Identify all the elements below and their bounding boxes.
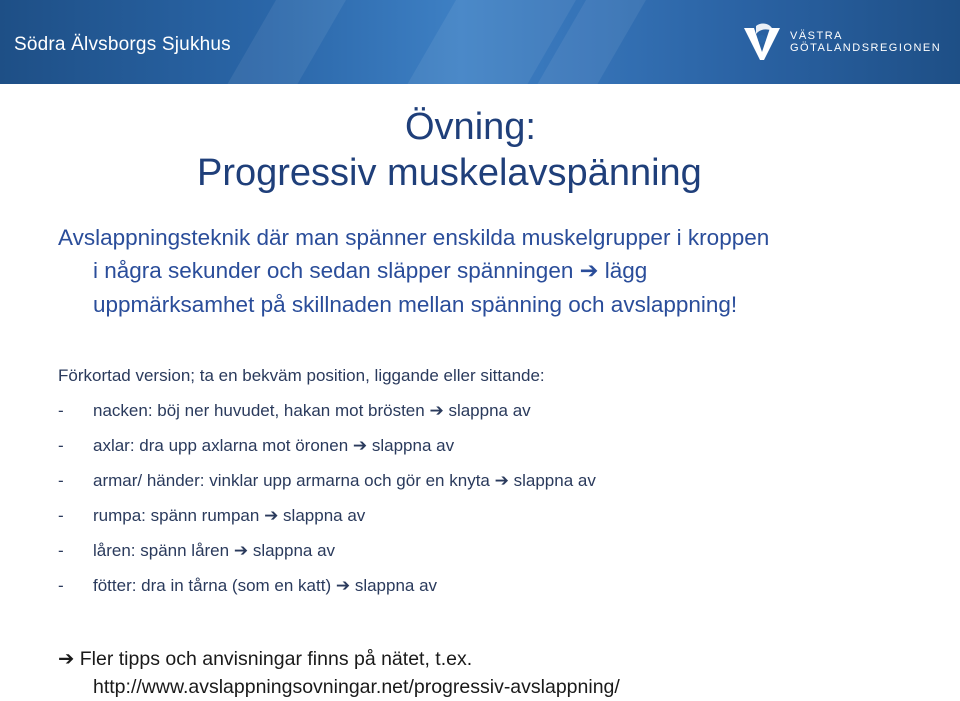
intro-paragraph xyxy=(58,221,938,321)
item-text: armar/ händer: vinklar upp armarna och gör en knyta xyxy=(93,471,490,490)
item-result: slappna av xyxy=(354,576,438,595)
item-text: nacken: böj ner huvudet, hakan mot brösten xyxy=(93,401,425,420)
list-dash: - xyxy=(58,436,64,455)
list-item xyxy=(58,400,596,435)
list-dash: - xyxy=(58,506,64,525)
arrow-right-icon: ➔ xyxy=(579,258,599,284)
item-result: slappna av xyxy=(371,436,455,455)
arrow-right-icon: ➔ xyxy=(429,401,444,421)
item-text: rumpa: spänn rumpan xyxy=(93,506,260,525)
arrow-right-icon: ➔ xyxy=(233,541,249,561)
hospital-name: Södra Älvsborgs Sjukhus xyxy=(14,34,231,55)
item-result: slappna av xyxy=(252,541,336,560)
item-text: axlar: dra upp axlarna mot öronen xyxy=(93,436,349,455)
intro-line2 xyxy=(58,254,938,288)
tip-line xyxy=(58,645,620,673)
exercise-lead: Förkortad version; ta en bekväm position, liggande eller sittande: xyxy=(58,366,545,385)
region-name xyxy=(790,30,941,54)
list-item xyxy=(58,540,596,575)
tip-url-link[interactable]: http://www.avslappningsovningar.net/progressiv-avslappning/ xyxy=(93,676,620,698)
intro-line3: uppmärksamhet på skillnaden mellan spänning och avslappning! xyxy=(93,292,738,317)
list-dash: - xyxy=(58,471,64,490)
list-item xyxy=(58,575,596,610)
intro-line2-end: lägg xyxy=(604,258,648,283)
intro-line1: Avslappningsteknik där man spänner enskilda muskelgrupper i kroppen xyxy=(58,225,770,250)
arrow-right-icon: ➔ xyxy=(264,506,279,526)
list-item xyxy=(58,505,596,540)
title-line1: Övning: xyxy=(405,106,536,148)
page-title xyxy=(0,104,960,196)
arrow-right-icon: ➔ xyxy=(494,471,509,491)
item-text: fötter: dra in tårna (som en katt) xyxy=(93,576,332,595)
list-dash: - xyxy=(58,401,64,420)
list-dash: - xyxy=(58,541,64,560)
list-dash: - xyxy=(58,576,64,595)
exercise-list xyxy=(58,400,596,610)
item-text: låren: spänn låren xyxy=(93,541,230,560)
list-item xyxy=(58,470,596,505)
region-line1: VÄSTRA xyxy=(790,30,844,42)
vgr-logo-icon xyxy=(742,22,782,62)
arrow-right-icon: ➔ xyxy=(58,647,75,670)
tip-paragraph xyxy=(58,645,620,701)
region-line2: GÖTALANDSREGIONEN xyxy=(790,42,942,54)
intro-line2-text: i några sekunder och sedan släpper spänningen xyxy=(93,258,574,283)
item-result: slappna av xyxy=(448,401,531,420)
header-banner xyxy=(0,0,960,84)
item-result: slappna av xyxy=(513,471,596,490)
item-result: slappna av xyxy=(283,506,366,525)
list-item xyxy=(58,435,596,470)
header-decor-band xyxy=(218,0,352,84)
title-line2: Progressiv muskelavspänning xyxy=(197,152,702,194)
arrow-right-icon: ➔ xyxy=(352,436,368,456)
tip-text: Fler tipps och anvisningar finns på nätet, t.ex. xyxy=(79,648,473,670)
arrow-right-icon: ➔ xyxy=(335,576,351,596)
